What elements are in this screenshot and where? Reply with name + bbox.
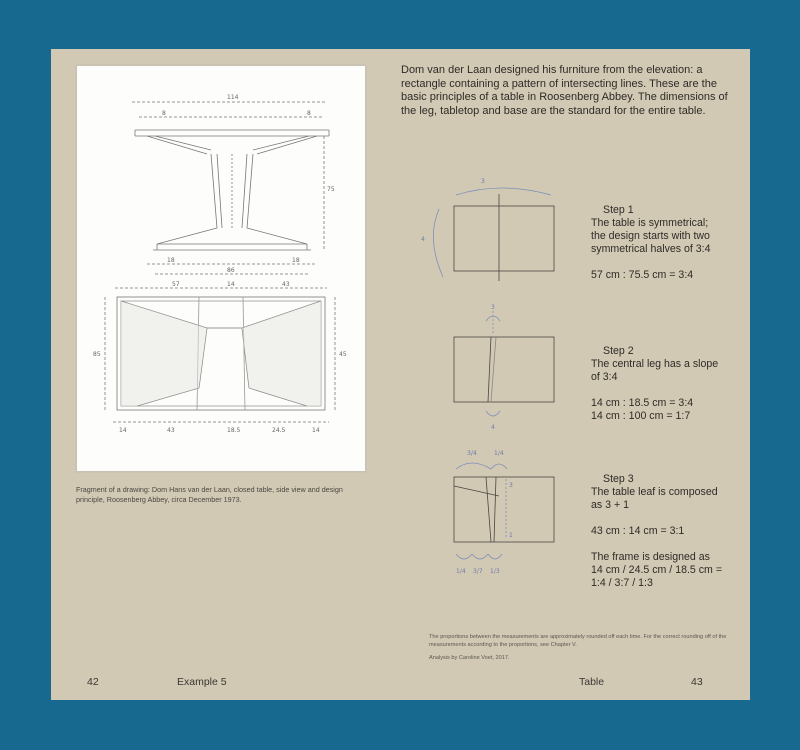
step-1-title: Step 1 xyxy=(603,204,634,216)
step-3-extra-1: The frame is designed as xyxy=(591,551,710,563)
dim-foot-span: 86 xyxy=(227,267,235,274)
analysis-credit: Analysis by Caroline Voet, 2017. xyxy=(429,655,510,661)
step-3-line-1: The table leaf is composed xyxy=(591,486,718,498)
step-2-line-2: of 3:4 xyxy=(591,371,618,383)
step3-top-left-label: 3/4 xyxy=(467,450,477,457)
step3-top-right-label: 1/4 xyxy=(494,450,504,457)
left-page-number: 42 xyxy=(87,676,99,688)
step1-left-label: 4 xyxy=(421,236,425,243)
step-3-line-2: as 3 + 1 xyxy=(591,499,629,511)
drawing-caption: Fragment of a drawing: Dom Hans van der Laan, closed table, side view and design principle, Roosenberg Abbey, circa December 1973. xyxy=(76,485,343,504)
dim-plan-bottom-3: 18.5 xyxy=(227,427,241,434)
book-spread xyxy=(51,49,750,700)
dim-plan-right: 43 xyxy=(282,281,290,288)
right-running-head: Table xyxy=(579,676,605,688)
step-3-formula-1: 43 cm : 14 cm = 3:1 xyxy=(591,525,685,537)
step-2-formula-2: 14 cm : 100 cm = 1:7 xyxy=(591,410,691,422)
dim-foot-left: 18 xyxy=(167,257,175,264)
step3-rectangle xyxy=(454,477,554,542)
dim-plan-bottom-4: 24.5 xyxy=(272,427,286,434)
step-1 xyxy=(591,204,741,282)
step1-rectangle xyxy=(454,206,554,271)
dim-plan-bottom-1: 14 xyxy=(119,427,127,434)
dim-plan-side-right: 45 xyxy=(339,351,347,358)
step-1-line-2: the design starts with two xyxy=(591,230,710,242)
left-running-head: Example 5 xyxy=(177,676,227,688)
dim-plan-left: 57 xyxy=(172,281,180,288)
step-3-extra-2: 14 cm / 24.5 cm / 18.5 cm = xyxy=(591,564,723,576)
step-1-formula-1: 57 cm : 75.5 cm = 3:4 xyxy=(591,269,694,281)
step1-top-label: 3 xyxy=(481,178,485,185)
dim-plan-bottom-5: 14 xyxy=(312,427,320,434)
step-2-title: Step 2 xyxy=(603,345,634,357)
step-2-formula-1: 14 cm : 18.5 cm = 3:4 xyxy=(591,397,694,409)
step3-side-top-label: 3 xyxy=(509,482,513,489)
dim-plan-mid: 14 xyxy=(227,281,235,288)
step3-bottom-label-2: 3/7 xyxy=(473,568,483,575)
step2-rectangle xyxy=(454,337,554,402)
intro-paragraph: Dom van der Laan designed his furniture from the elevation: a rectangle containing a pattern of intersecting lines. These are the basic principles of a table in Roosenberg Abbey. The dimensions of the leg, tabletop and base are the standard for the entire table. xyxy=(401,64,728,117)
step3-side-bottom-label: 1 xyxy=(509,532,513,539)
footnote: The proportions between the measurements are approximately rounded off each time. For the correct rounding off of the measurements according to the proportions, see Chapter V. xyxy=(429,634,727,648)
dim-plan-bottom-2: 43 xyxy=(167,427,175,434)
step-2 xyxy=(591,345,741,423)
dim-top-right: 8 xyxy=(307,110,311,117)
dim-foot-right: 18 xyxy=(292,257,300,264)
step3-bottom-label-1: 1/4 xyxy=(456,568,466,575)
dim-height: 75 xyxy=(327,186,335,193)
step2-top-label: 3 xyxy=(491,304,495,311)
step-3-extra-3: 1:4 / 3:7 / 1:3 xyxy=(591,577,653,589)
right-page-number: 43 xyxy=(691,676,703,688)
step-1-line-1: The table is symmetrical; xyxy=(591,217,709,229)
dim-plan-side-left: 85 xyxy=(93,351,101,358)
step-3-title: Step 3 xyxy=(603,473,634,485)
step3-bottom-label-3: 1/3 xyxy=(490,568,500,575)
step-3 xyxy=(591,473,741,590)
step2-bottom-label: 4 xyxy=(491,424,495,431)
dim-top-left: 8 xyxy=(162,110,166,117)
step-2-line-1: The central leg has a slope xyxy=(591,358,719,370)
dim-top-total: 114 xyxy=(227,94,239,101)
step-1-line-3: symmetrical halves of 3:4 xyxy=(591,243,711,255)
